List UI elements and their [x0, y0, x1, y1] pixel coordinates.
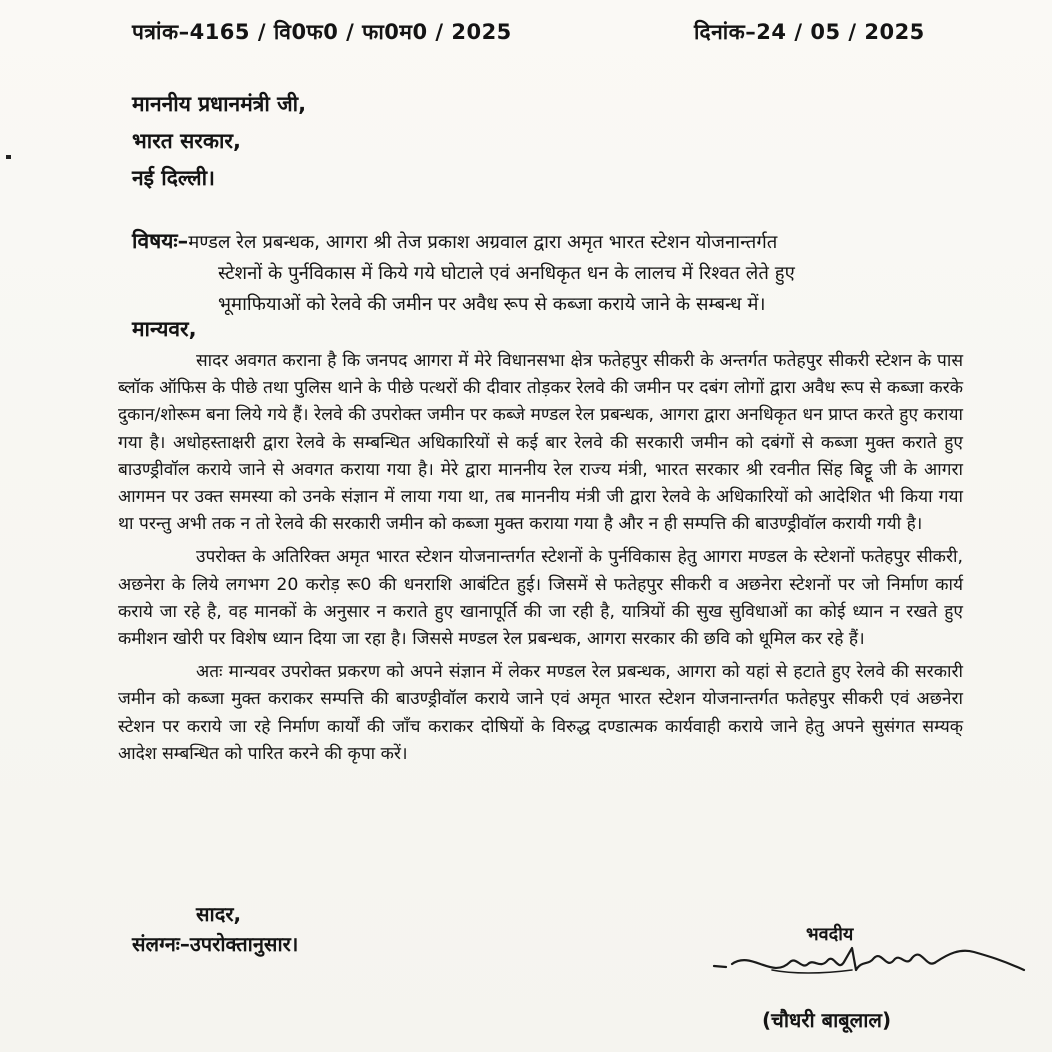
subject-line-1: मण्डल रेल प्रबन्धक, आगरा श्री तेज प्रकाश अग्रवाल द्वारा अमृत भारत स्टेशन योजनान्तर्गत [188, 232, 778, 253]
signatory-name: (चौधरी बाबूलाल) [762, 1008, 892, 1032]
addressee-line-1: माननीय प्रधानमंत्री जी, [132, 92, 307, 116]
handwritten-signature [712, 940, 1032, 990]
body-paragraph-1: सादर अवगत कराना है कि जनपद आगरा में मेरे विधानसभा क्षेत्र फतेहपुर सीकरी के अन्तर्गत फतेहपुर सीकरी स्टेशन के पास ब्लॉक ऑफिस के पीछे तथा पुलिस थाने के पीछे पत्थरों की दीवार तोड़कर रेलवे की जमीन पर दबंग लोगों द्वारा अवैध रूप से कब्जा करके दुकान/शोरूम बना लिये गये हैं। रेलवे की उपरोक्त जमीन पर कब्जे मण्डल रेल प्रबन्धक, आगरा द्वारा अनधिकृत धन प्राप्त करते हुए कराया गया है। अधोहस्ताक्षरी द्वारा रेलवे के सम्बन्धित अधिकारियों से कई बार रेलवे की सरकारी जमीन को दबंगों से कब्जा मुक्त कराते हुए बाउण्ड्रीवॉल कराये जाने से अवगत कराया गया है। मेरे द्वारा माननीय रेल राज्य मंत्री, भारत सरकार श्री रवनीत सिंह बिट्टू जी के आगरा आगमन पर उक्त समस्या को उनके संज्ञान में लाया गया था, तब माननीय मंत्री जी द्वारा रेलवे के अधिकारियों को आदेशित भी किया गया था परन्तु अभी तक न तो रेलवे की सरकारी जमीन को कब्जा मुक्त कराया गया है और न ही सम्पत्ति की बाउण्ड्रीवॉल करायी गयी है। [118, 351, 963, 535]
closing: सादर, [196, 902, 242, 926]
addressee-block [132, 86, 306, 197]
addressee-line-2: भारत सरकार, [132, 129, 241, 153]
reference-number: पत्रांक–4165 / वि0फ0 / फा0म0 / 2025 [132, 20, 512, 44]
yours-faithfully: भवदीय [806, 924, 854, 945]
addressee-line-3: नई दिल्ली। [132, 166, 215, 190]
enclosure-note: संलग्नः–उपरोक्तानुसार। [132, 932, 299, 956]
letter-date: दिनांक–24 / 05 / 2025 [694, 20, 925, 44]
letter-body [118, 348, 963, 774]
subject-line-3: भूमाफियाओं को रेलवे की जमीन पर अवैध रूप से कब्जा कराये जाने के सम्बन्ध में। [218, 294, 766, 315]
body-paragraph-3: अतः मान्यवर उपरोक्त प्रकरण को अपने संज्ञान में लेकर मण्डल रेल प्रबन्धक, आगरा को यहां से हटाते हुए रेलवे की सरकारी जमीन को कब्जा मुक्त कराकर सम्पत्ति की बाउण्ड्रीवॉल कराये जाने एवं अमृत भारत स्टेशन योजनान्तर्गत फतेहपुर सीकरी एवं अछनेरा स्टेशन पर कराये जा रहे निर्माण कार्यों की जाँच कराकर दोषियों के विरुद्ध दण्डात्मक कार्यवाही कराये जाने हेतु अपने सुसंगत सम्यक् आदेश सम्बन्धित को पारित करने की कृपा करें। [118, 662, 963, 764]
subject-block [132, 226, 962, 320]
subject-label: विषयः– [132, 229, 189, 253]
salutation: मान्यवर, [132, 317, 197, 341]
margin-mark [6, 155, 11, 159]
body-paragraph-2: उपरोक्त के अतिरिक्त अमृत भारत स्टेशन योजनान्तर्गत स्टेशनों के पुर्नविकास हेतु आगरा मण्डल के स्टेशनों फतेहपुर सीकरी, अछनेरा के लिये लगभग 20 करोड़ रू0 की धनराशि आबंटित हुई। जिसमें से फतेहपुर सीकरी व अछनेरा स्टेशनों पर जो निर्माण कार्य कराये जा रहे है, वह मानकों के अनुसार न कराते हुए खानापूर्ति की जा रही है, यात्रियों की सुख सुविधाओं का कोई ध्यान न रखते हुए कमीशन खोरी पर विशेष ध्यान दिया जा रहा है। जिससे मण्डल रेल प्रबन्धक, आगरा सरकार की छवि को धूमिल कर रहे हैं। [118, 547, 963, 650]
subject-line-2: स्टेशनों के पुर्नविकास में किये गये घोटाले एवं अनधिकृत धन के लालच में रिश्वत लेते हुए [218, 263, 795, 284]
